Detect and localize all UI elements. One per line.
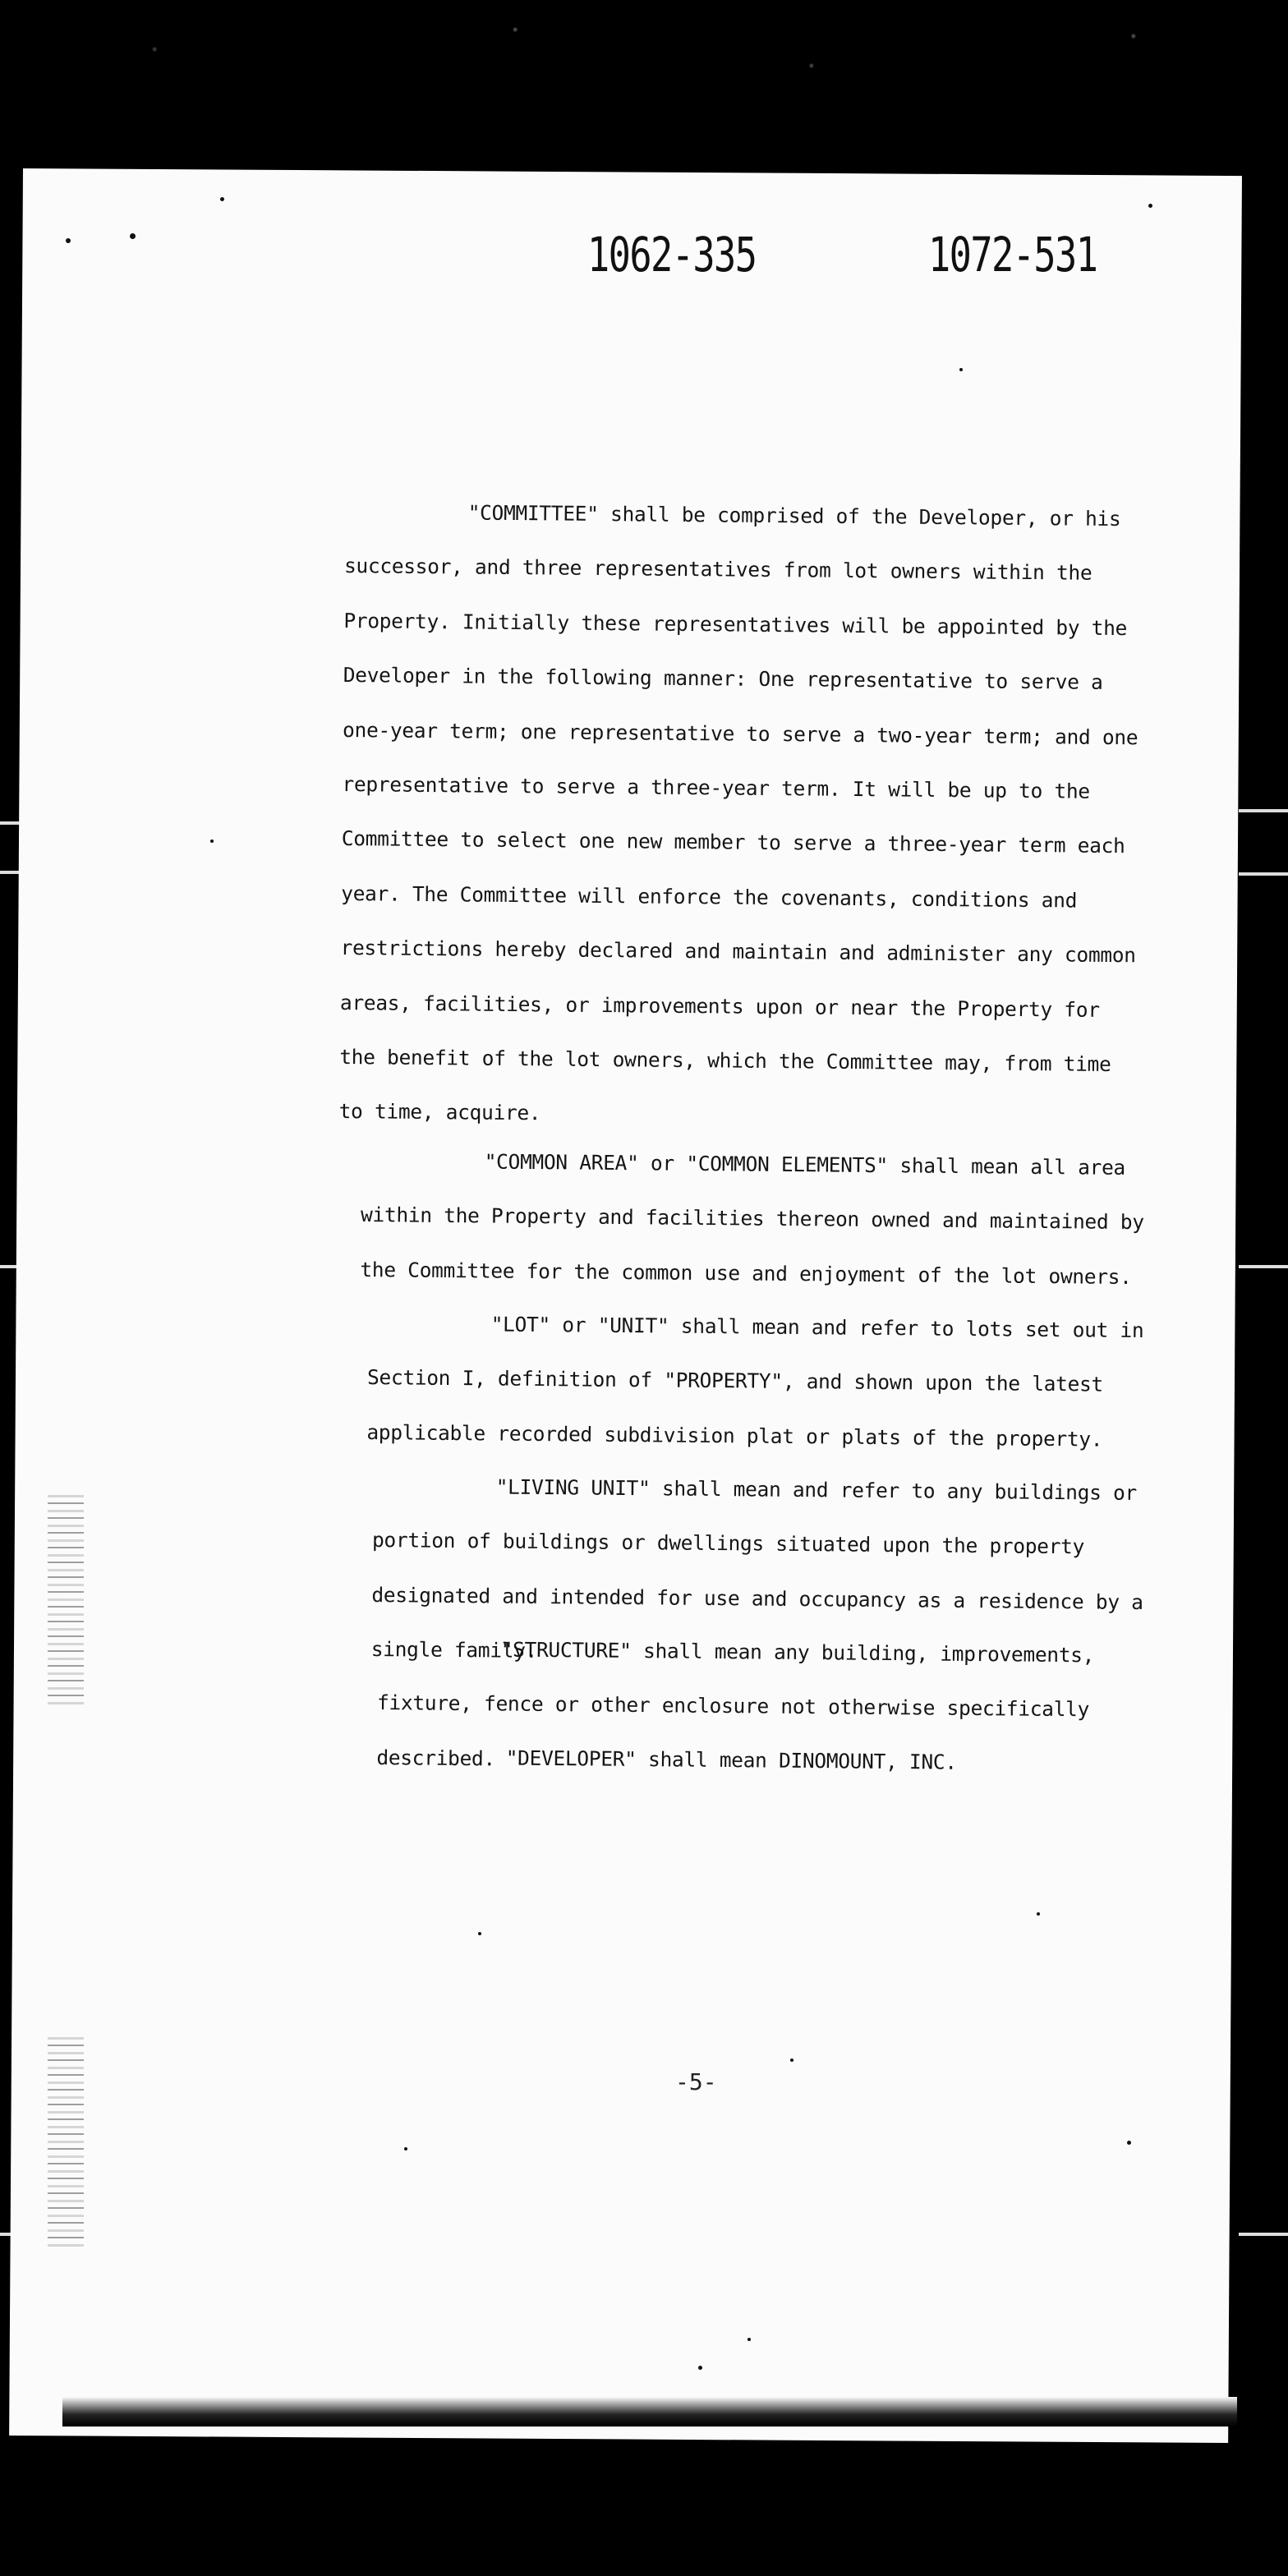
definition-text: "STRUCTURE" shall mean any building, improvements, fixture, fence or other enclosure not otherwise specifically described. xyxy=(376,1637,1095,1771)
definition-text: "COMMITTEE" shall be comprised of the Developer, or his successor, and three representatives from lot owners within the Property. Initially these representatives will be appointed by the Developer in the following manner: One representative to serve a one-year term; one representative to serve a two-year term; and one representative to serve a three-year term. It will be up to the Committee to select one new member to serve a three-year term each year. The Committee will enforce the covenants, conditions and restrictions hereby declared and maintain and administer any common areas, facilities, or improvements upon or near the Property for the benefit of the lot owners, which the Committee may, from time to time, acquire. xyxy=(338,500,1138,1125)
scan-speck xyxy=(748,2338,751,2341)
scan-speck xyxy=(1037,1912,1040,1916)
definition-text: "COMMON AREA" or "COMMON ELEMENTS" shall mean all area within the Property and facilities thereon owned and maintained by the Committee for the common use and enjoyment of the lot owners. xyxy=(360,1149,1144,1289)
scan-speck xyxy=(1127,2141,1131,2145)
scan-binding-noise xyxy=(48,2037,84,2251)
definition-text: "DEVELOPER" shall mean DINOMOUNT, INC. xyxy=(505,1746,957,1774)
definition-common-area xyxy=(360,1134,1166,1305)
definition-developer xyxy=(382,1730,1188,1792)
book-page-number: 1062-335 xyxy=(587,227,757,283)
scan-speck xyxy=(698,2366,702,2370)
definition-lot xyxy=(366,1296,1173,1468)
book-page-number: 1072-531 xyxy=(928,227,1097,283)
definition-committee xyxy=(338,485,1150,1147)
scan-speck xyxy=(790,2058,794,2062)
scan-speck xyxy=(404,2147,407,2150)
definition-text: "LIVING UNIT" shall mean and refer to any buildings or portion of buildings or dwellings situated upon the property designated and intended for use and occupancy as a residence by a single family. xyxy=(370,1474,1143,1663)
scan-edge-mark xyxy=(1239,2233,1288,2236)
scan-speck xyxy=(478,1932,481,1935)
page-bottom-edge xyxy=(62,2397,1237,2426)
definition-text: "LOT" or "UNIT" shall mean and refer to lots set out in Section I, definition of "PROPERTY", and shown upon the latest applicable recorded subdivision plat or plats of the property. xyxy=(366,1312,1144,1451)
page-number: -5- xyxy=(675,2068,717,2095)
